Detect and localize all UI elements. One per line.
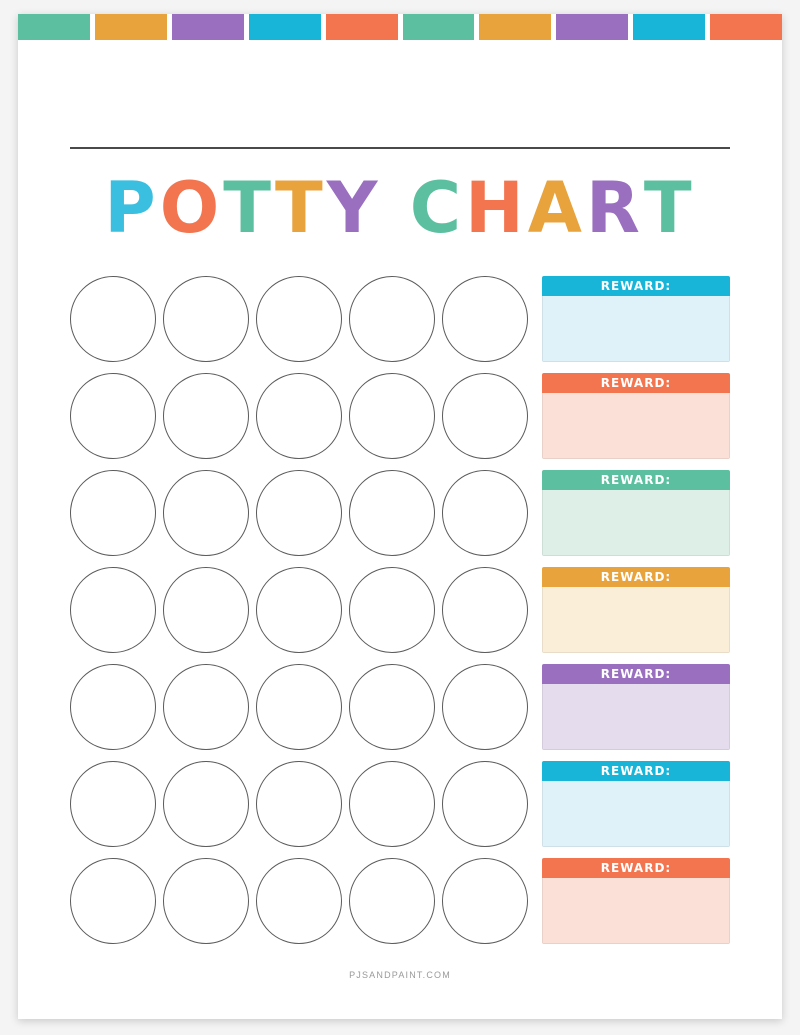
reward-label: REWARD: bbox=[542, 373, 730, 393]
sticker-circle[interactable] bbox=[70, 470, 156, 556]
sticker-circle[interactable] bbox=[349, 470, 435, 556]
title-letter-7: C bbox=[409, 167, 466, 249]
sticker-circle[interactable] bbox=[70, 858, 156, 944]
stripe-9 bbox=[633, 14, 705, 40]
reward-write-in-area[interactable] bbox=[542, 781, 730, 847]
sticker-circle[interactable] bbox=[442, 664, 528, 750]
sticker-circle-group bbox=[70, 858, 528, 944]
stripe-1 bbox=[18, 14, 90, 40]
top-stripe-bar bbox=[18, 14, 782, 58]
chart-row bbox=[70, 761, 730, 858]
sticker-circle[interactable] bbox=[349, 373, 435, 459]
reward-box bbox=[542, 373, 730, 459]
sticker-circle[interactable] bbox=[442, 470, 528, 556]
title-letter-9: A bbox=[527, 167, 586, 249]
stripe-2 bbox=[95, 14, 167, 40]
chart-row bbox=[70, 276, 730, 373]
reward-label: REWARD: bbox=[542, 276, 730, 296]
sticker-circle[interactable] bbox=[349, 276, 435, 362]
sticker-circle[interactable] bbox=[163, 276, 249, 362]
sticker-circle[interactable] bbox=[256, 373, 342, 459]
sticker-circle[interactable] bbox=[163, 761, 249, 847]
sticker-circle[interactable] bbox=[442, 567, 528, 653]
printable-sheet bbox=[18, 14, 782, 1019]
title-letter-3: T bbox=[223, 167, 275, 249]
sticker-circle[interactable] bbox=[442, 761, 528, 847]
stripe-6 bbox=[403, 14, 475, 40]
sticker-circle[interactable] bbox=[256, 664, 342, 750]
chart-row bbox=[70, 470, 730, 567]
sticker-circle[interactable] bbox=[163, 567, 249, 653]
reward-label: REWARD: bbox=[542, 858, 730, 878]
reward-write-in-area[interactable] bbox=[542, 490, 730, 556]
reward-write-in-area[interactable] bbox=[542, 587, 730, 653]
sticker-circle[interactable] bbox=[256, 567, 342, 653]
sticker-circle-group bbox=[70, 470, 528, 556]
title-letter-2: O bbox=[159, 167, 224, 249]
sticker-circle[interactable] bbox=[70, 664, 156, 750]
title-divider bbox=[70, 147, 730, 149]
sticker-circle[interactable] bbox=[163, 470, 249, 556]
chart-row bbox=[70, 373, 730, 470]
title-letter-8: H bbox=[465, 167, 528, 249]
title-letter-6 bbox=[381, 166, 409, 250]
stripe-8 bbox=[556, 14, 628, 40]
reward-label: REWARD: bbox=[542, 470, 730, 490]
footer-credit: PJSANDPAINT.COM bbox=[349, 970, 451, 980]
page-title bbox=[18, 166, 782, 250]
title-letter-5: Y bbox=[326, 167, 382, 249]
sticker-circle-group bbox=[70, 761, 528, 847]
reward-write-in-area[interactable] bbox=[542, 393, 730, 459]
stripe-10 bbox=[710, 14, 782, 40]
sticker-circle[interactable] bbox=[442, 858, 528, 944]
sticker-circle[interactable] bbox=[163, 664, 249, 750]
sticker-circle[interactable] bbox=[349, 761, 435, 847]
sticker-circle[interactable] bbox=[349, 664, 435, 750]
reward-box bbox=[542, 761, 730, 847]
reward-write-in-area[interactable] bbox=[542, 684, 730, 750]
chart-row bbox=[70, 858, 730, 955]
sticker-circle[interactable] bbox=[163, 373, 249, 459]
reward-label: REWARD: bbox=[542, 664, 730, 684]
stripe-5 bbox=[326, 14, 398, 40]
sticker-circle[interactable] bbox=[256, 858, 342, 944]
chart-row bbox=[70, 664, 730, 761]
chart-row bbox=[70, 567, 730, 664]
reward-write-in-area[interactable] bbox=[542, 296, 730, 362]
title-letter-1: P bbox=[104, 167, 160, 249]
stripe-3 bbox=[172, 14, 244, 40]
sticker-circle-group bbox=[70, 567, 528, 653]
sticker-circle[interactable] bbox=[256, 761, 342, 847]
sticker-circle[interactable] bbox=[70, 276, 156, 362]
sticker-circle[interactable] bbox=[256, 276, 342, 362]
sticker-circle-group bbox=[70, 373, 528, 459]
reward-box bbox=[542, 276, 730, 362]
sticker-circle[interactable] bbox=[70, 373, 156, 459]
sticker-circle[interactable] bbox=[442, 276, 528, 362]
stripe-7 bbox=[479, 14, 551, 40]
sticker-circle[interactable] bbox=[442, 373, 528, 459]
reward-label: REWARD: bbox=[542, 567, 730, 587]
reward-label: REWARD: bbox=[542, 761, 730, 781]
sticker-circle[interactable] bbox=[163, 858, 249, 944]
sticker-circle[interactable] bbox=[349, 567, 435, 653]
sticker-circle[interactable] bbox=[70, 567, 156, 653]
reward-box bbox=[542, 664, 730, 750]
reward-write-in-area[interactable] bbox=[542, 878, 730, 944]
sticker-circle[interactable] bbox=[256, 470, 342, 556]
reward-box bbox=[542, 858, 730, 944]
sticker-circle[interactable] bbox=[70, 761, 156, 847]
sticker-circle[interactable] bbox=[349, 858, 435, 944]
stripe-4 bbox=[249, 14, 321, 40]
reward-box bbox=[542, 567, 730, 653]
title-letter-4: T bbox=[274, 167, 327, 249]
reward-box bbox=[542, 470, 730, 556]
sticker-circle-group bbox=[70, 664, 528, 750]
sticker-circle-group bbox=[70, 276, 528, 362]
title-letter-11: T bbox=[643, 167, 696, 249]
title-letter-10: R bbox=[585, 167, 644, 249]
chart-grid bbox=[70, 276, 730, 955]
